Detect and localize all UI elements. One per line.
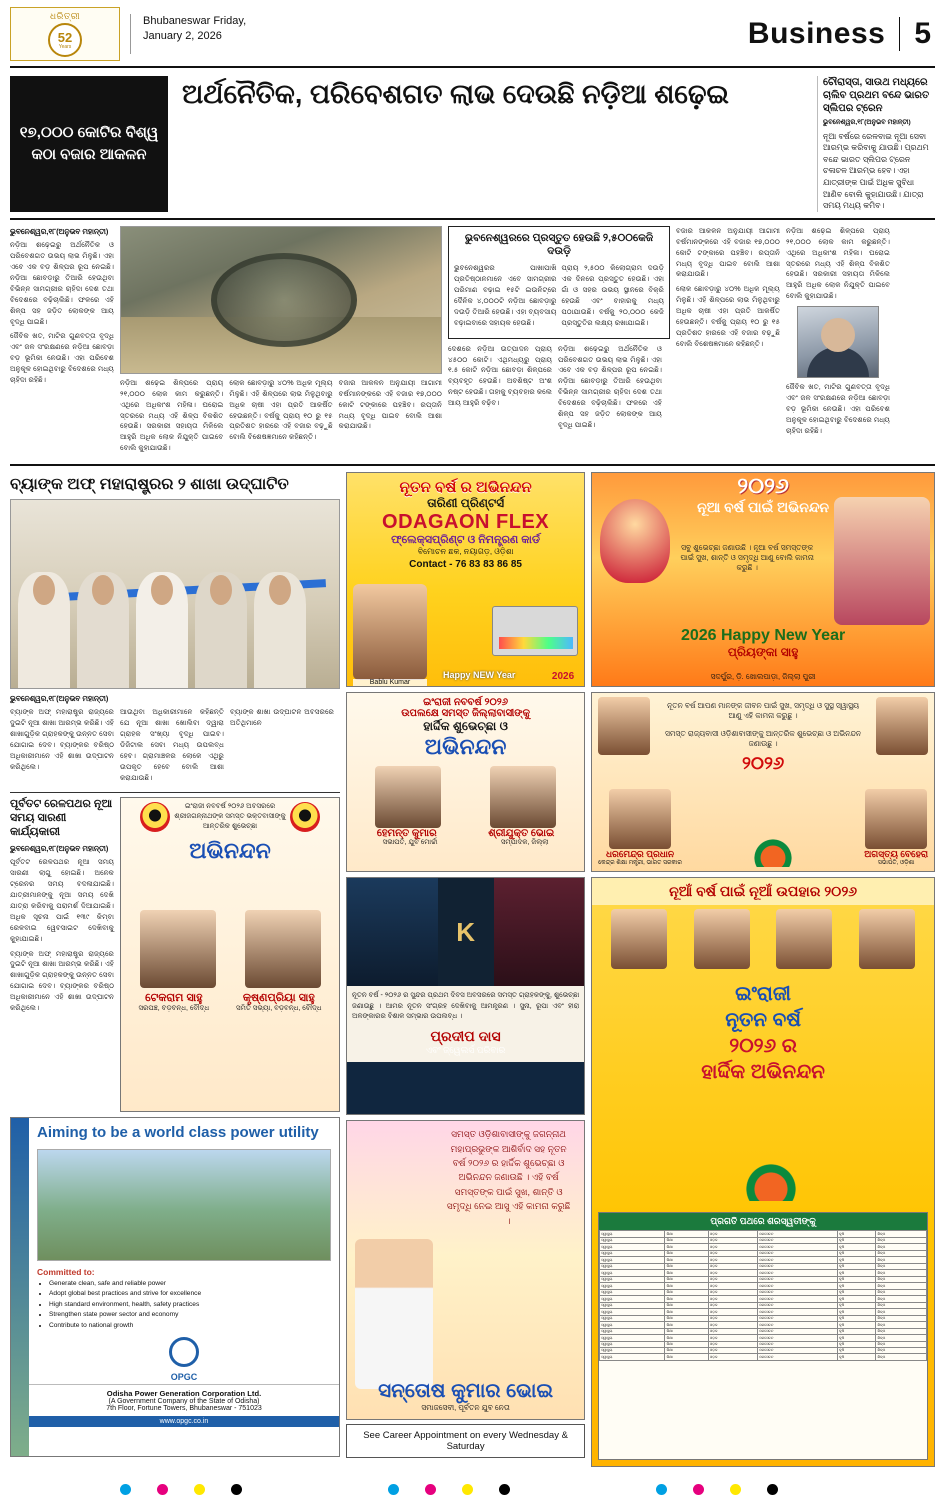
- reg-dot-2: [194, 1484, 205, 1495]
- opgc-point-0: • Generate clean, safe and reliable power: [49, 1279, 331, 1290]
- ad-column-right: [591, 472, 935, 1467]
- opgc-point-4: • Contribute to national growth: [49, 1321, 331, 1332]
- lead-text-4: ବଜାର ଆକଳନ ଅନୁଯାୟୀ ଆଗାମୀ ବର୍ଷମାନଙ୍କରେ ଏହି ବଜାର ୧୭,୦୦୦ କୋଟି ଟଙ୍କାରେ ପହଞ୍ଚିବ। ରପ୍ତାନି ମଧ୍ୟ ବୃଦ୍ଧି ପାଇବ ବୋଲି ଆଶା କରାଯାଉଛି।: [338, 377, 442, 431]
- reg-dot-5: [425, 1484, 436, 1495]
- lead-column-4: [339, 378, 442, 459]
- big-ad-line-3: ୨୦୨୬ ର: [729, 1035, 797, 1058]
- opgc-footer: [29, 1384, 339, 1416]
- bjp-ad-message: ନୂତନ ବର୍ଷ ଆପଣ ମାନଙ୍କ ଜୀବନ ପାଇଁ ସୁଖ, ସମୃଦ୍ଧି ଓ ସୁସ୍ଥ ସ୍ୱାସ୍ଥ୍ୟ ଆଣୁ ଏହି କାମନା କରୁଛୁ ।: [667, 701, 860, 721]
- bjp-signatory-name-2: ଅଗସ୍ତ୍ୟ ବେହେରା: [864, 849, 928, 860]
- lead-text-1b: ଜୈବିକ ଖତ, ମାଟିର ଗୁଣବତ୍ତା ବୃଦ୍ଧି ଏବଂ ଜଳ ସଂରକ୍ଷଣରେ ନଡ଼ିଆ ଛୋବଡ଼ା ବଡ଼ ଭୂମିକା ନେଉଛି। ଏହା ପରିବେଶ ଅନୁକୂଳ ହୋଇଥିବାରୁ ବିଦେଶରେ ମଧ୍ୟ ଚାହିଦା ରହିଛି।: [10, 331, 114, 385]
- two-men-ad-role-1: ସଭାପତି, ଯୁବ ମୋର୍ଚ୍ଚା: [382, 839, 438, 847]
- flex-ad-person-photo: [353, 584, 427, 680]
- ad-jewellery[interactable]: [346, 877, 585, 1115]
- opgc-logo-icon: [169, 1337, 199, 1367]
- official-portrait-photo: [797, 306, 879, 378]
- flex-ad-greeting: ନୂତନ ବର୍ଷ ର ଅଭିନନ୍ଦନ: [399, 479, 532, 497]
- jagannath-icon: [140, 802, 170, 832]
- bjp-signatory-role-1: କେନ୍ଦ୍ର ଶିକ୍ଷା ମନ୍ତ୍ରୀ, ଭାରତ ସରକାର: [598, 860, 682, 867]
- coir-mill-photo: [120, 226, 442, 374]
- opgc-sub-2: 7th Floor, Fortune Towers, Bhubaneswar - 751023: [106, 1405, 262, 1413]
- opgc-plant-photo: [37, 1149, 331, 1261]
- bank-story-text-3: ବ୍ୟାଙ୍କ ଶାଖା ଉଦ୍‌ଘାଟନ ଅବସରରେ ଅତିଥିମାନେ: [230, 707, 334, 728]
- two-men-ad-line-2: ଉପଲକ୍ଷେ ସମସ୍ତ ଜିଲ୍ଲାବାସୀଙ୍କୁ: [401, 708, 530, 720]
- bank-story-caption: [10, 693, 340, 704]
- santosh-ad-message: ସମସ୍ତ ଓଡ଼ିଶାବାସୀଙ୍କୁ ଜଗନ୍ନାଥ ମହାପ୍ରଭୁଙ୍କ ଆଶିର୍ବାଦ ସହ ନୂତନ ବର୍ଷ ୨୦୨୬ ର ହାର୍ଦ୍ଦିକ ଶୁଭେଚ୍ଛା ଓ ଅଭିନନ୍ଦନ ଜଣାଉଛି । ଏହି ବର୍ଷ ସମସ୍ତଙ୍କ ପାଇଁ ସୁଖ, ଶାନ୍ତି ଓ ସମୃଦ୍ଧି ନେଇ ଆସୁ ଏହି କାମନା କରୁଛି ।: [446, 1129, 571, 1226]
- opgc-points-list: [29, 1279, 339, 1336]
- rail-story-body-wrap: [10, 843, 114, 1014]
- flex-ad-contact[interactable]: Contact - 76 83 83 86 85: [409, 559, 522, 571]
- anniversary-label: Years: [58, 43, 72, 50]
- career-appointment-bar[interactable]: See Career Appointment on every Wednesday & Saturday: [346, 1424, 585, 1458]
- ad-jagannath-greeting[interactable]: [120, 797, 340, 1112]
- ad-opgc[interactable]: [10, 1117, 340, 1457]
- lead-column-7-block: [676, 226, 780, 459]
- dateline-line-2: January 2, 2026: [143, 29, 222, 42]
- two-men-ad-name-2: ଶ୍ରୀଯୁକ୍ତ ଭୋଇ: [488, 828, 555, 840]
- jagannath-ad-big-text: ଅଭିନନ୍ଦନ: [189, 837, 271, 863]
- lead-box-block: [448, 226, 670, 459]
- lead-column-8b: [786, 382, 890, 437]
- santosh-photo: [355, 1239, 433, 1389]
- lead-text-5: ଦେଶରେ ନଡ଼ିଆ ଉତ୍ପାଦନ ପ୍ରାୟ ୪୫୦୦ କୋଟି। ଏଥିମଧ୍ୟରୁ ପ୍ରାୟ ୧.୫ କୋଟି ନଡ଼ିଆ ଛୋବଡ଼ା ଶିଳ୍ପରେ ବ୍ୟବହୃତ ହେଉଛି। ଅବଶିଷ୍ଟ ଅଂଶ ନଷ୍ଟ ହେଉଛି। ତାହାକୁ ବ୍ୟବହାର କଲେ ଆୟ ଆହୁରି ବଢ଼ିବ।: [448, 343, 552, 408]
- ad-santosh-bhoi[interactable]: [346, 1120, 585, 1420]
- lead-column-1: [10, 226, 114, 459]
- lead-kicker: ୧୭,୦୦୦ କୋଟିର ବିଶ୍ୱ କଠା ବଜାର ଆକଳନ: [10, 76, 168, 212]
- bank-story-byline: ଭୁବନେଶ୍ୱର,୧୮(ଅନୁଭବ ମହାନ୍ତୀ): [10, 694, 109, 704]
- lead-text-8: ନଡ଼ିଆ ଶଢ଼େଇ ଶିଳ୍ପରେ ପ୍ରାୟ ୨୧,୦୦୦ ଲୋକ କାମ କରୁଛନ୍ତି। ଏଥିରେ ଅଧିକାଂଶ ମହିଳା। ଘରୋଇ ସ୍ତରରେ ମଧ୍ୟ ଏହି ଶିଳ୍ପ ବିକଶିତ ହେଉଛି। ସରକାରୀ ସହାୟତା ମିଳିଲେ ଆହୁରି ଅଧିକ ଲୋକ ନିଯୁକ୍ତି ପାଇବେ ବୋଲି କୁହାଯାଉଛି।: [786, 225, 890, 301]
- flex-ad-services: ଫ୍ଲେକ୍ସପ୍ରିଣ୍ଟ ଓ ନିମନ୍ତ୍ରଣ କାର୍ଡ: [391, 534, 541, 547]
- big-ad-leader-1: [611, 909, 667, 969]
- bank-story-headline: ବ୍ୟାଙ୍କ ଅଫ୍ ମହାରାଷ୍ଟ୍ରର ୨ ଶାଖା ଉଦ୍‌ଘାଟିତ: [10, 476, 289, 494]
- publication-logo: [10, 7, 120, 61]
- page-number: 5: [914, 17, 931, 50]
- lead-inset-text-2: ପ୍ରାୟ ୨,୫୦୦ କିଲୋଗ୍ରାମ ଦଉଡ଼ି ଏକ ଦିନରେ ପ୍ରସ୍ତୁତ ହେଉଛି। ଏହା ଗାଁ ଓ ସହର ଉଭୟ ସ୍ଥାନରେ ବିକ୍ରି ହେଉଛି ଏବଂ ବାହାରକୁ ମଧ୍ୟ ପଠାଯାଉଛି। ବର୍ଷକୁ ୨୦,୦୦୦ କେଜି ପ୍ରସ୍ତୁତିର ଲକ୍ଷ୍ୟ ରଖାଯାଇଛି।: [561, 262, 664, 327]
- big-ad-top-banner: ନୂଆଁ ବର୍ଷ ପାଇଁ ନୂଆଁ ଉପହାର ୨୦୨୬: [592, 878, 934, 905]
- lead-inset-text-1: ଭୁବନେଶ୍ୱରର ପାଖାପାଖି ପ୍ରତିଷ୍ଠାନମାନେ ଏବେ ସାମଗ୍ରୀର ପରିମାଣ ବଢ଼ାଇ ୧୫ଟି ଇଉନିଟ୍‌ରେ ଦୈନିକ ୪,୦୦୦ଟି ନଡ଼ିଆ ଛୋବଡ଼ାରୁ ଦଉଡ଼ି ତିଆରି ହେଉଛି। ଏହା ବ୍ୟବସାୟ ବଢ଼ାଇବାରେ ସହାୟକ ହେଉଛି।: [454, 262, 557, 327]
- lead-text-8b: ଜୈବିକ ଖତ, ମାଟିର ଗୁଣବତ୍ତା ବୃଦ୍ଧି ଏବଂ ଜଳ ସଂରକ୍ଷଣରେ ନଡ଼ିଆ ଛୋବଡ଼ା ବଡ଼ ଭୂମିକା ନେଉଛି। ଏହା ପରିବେଶ ଅନୁକୂଳ ହୋଇଥିବାରୁ ବିଦେଶରେ ମଧ୍ୟ ଚାହିଦା ରହିଛି।: [786, 382, 890, 436]
- lead-text-1: ନଡ଼ିଆ ଶଢ଼େଇରୁ ଅର୍ଥନୈତିକ ଓ ପରିବେଶଗତ ଉଭୟ ଲାଭ ମିଳୁଛି। ଏହା ଏବେ ଏକ ବଡ଼ ଶିଳ୍ପର ରୂପ ନେଇଛି। ନଡ଼ିଆ ଛୋବଡ଼ାରୁ ତିଆରି ହେଉଥିବା ବିଭିନ୍ନ ସାମଗ୍ରୀର ଚାହିଦା ଦେଶ ତଥା ବିଦେଶରେ ବଢ଼ିଚାଲିଛି। ଫଳରେ ଏହି ଶିଳ୍ପ ସହ ଜଡ଼ିତ ଲୋକଙ୍କ ଆୟ ବୃଦ୍ଧି ପାଇଛି।: [10, 239, 114, 326]
- rail-sidebar-body: ନୂଆ ବର୍ଷରେ ରେଳବାଇ ନୂଆ ସେବା ଆରମ୍ଭ କରିବାକୁ ଯାଉଛି। ପ୍ରଥମ ବନ୍ଦେ ଭାରତ ସ୍ଲିପର ଟ୍ରେନ ଚଳାଚଳ ଆରମ୍ଭ ହେବ। ଏହା ଯାତ୍ରୀଙ୍କ ପାଇଁ ଅଧିକ ସୁବିଧା ଆଣିବ ବୋଲି କୁହାଯାଉଛି। ଯାତ୍ରା ସମୟ ମଧ୍ୟ କମିବ।: [823, 131, 929, 211]
- rail-story-sidebar: [817, 76, 935, 212]
- lead-column-8: [786, 226, 890, 303]
- lead-inset-col-2: [562, 263, 665, 333]
- lead-text-6: ନଡ଼ିଆ ଶଢ଼େଇରୁ ଅର୍ଥନୈତିକ ଓ ପରିବେଶଗତ ଉଭୟ ଲାଭ ମିଳୁଛି। ଏହା ଏବେ ଏକ ବଡ଼ ଶିଳ୍ପର ରୂପ ନେଇଛି। ନଡ଼ିଆ ଛୋବଡ଼ାରୁ ତିଆରି ହେଉଥିବା ବିଭିନ୍ନ ସାମଗ୍ରୀର ଚାହିଦା ଦେଶ ତଥା ବିଦେଶରେ ବଢ଼ିଚାଲିଛି। ଫଳରେ ଏହି ଶିଳ୍ପ ସହ ଜଡ଼ିତ ଲୋକଙ୍କ ଆୟ ବୃଦ୍ଧି ପାଇଛି।: [558, 343, 662, 430]
- dateline: [130, 14, 246, 54]
- photo-person-3: [136, 572, 188, 689]
- bjp-leader-photo-1: [598, 697, 650, 755]
- anniversary-badge: [48, 23, 82, 57]
- opgc-logo-text: OPGC: [170, 1372, 198, 1383]
- lead-column-2: [120, 378, 223, 459]
- lead-headline-band: [10, 76, 935, 212]
- print-registration-bar: [0, 1481, 945, 1497]
- flex-ad-subtitle: ତାରିଣୀ ପ୍ରିଣ୍ଟର୍ସ: [427, 496, 505, 511]
- lead-text-2: ନଡ଼ିଆ ଶଢ଼େଇ ଶିଳ୍ପରେ ପ୍ରାୟ ୨୧,୦୦୦ ଲୋକ କାମ କରୁଛନ୍ତି। ଏଥିରେ ଅଧିକାଂଶ ମହିଳା। ଘରୋଇ ସ୍ତରରେ ମଧ୍ୟ ଏହି ଶିଳ୍ପ ବିକଶିତ ହେଉଛି। ସରକାରୀ ସହାୟତା ମିଳିଲେ ଆହୁରି ଅଧିକ ଲୋକ ନିଯୁକ୍ତି ପାଇବେ ବୋଲି କୁହାଯାଉଛି।: [120, 377, 224, 453]
- photo-person-4: [195, 572, 247, 689]
- reg-dot-3: [231, 1484, 242, 1495]
- bjp-ad-message-2: ସମସ୍ତ ରାଜ୍ୟବାସୀ ଓଡ଼ିଶାବାସୀଙ୍କୁ ଆନ୍ତରିକ ଶୁଭେଚ୍ଛା ଓ ଅଭିନନ୍ଦନ ଜଣାଉଛୁ ।: [665, 729, 862, 749]
- masthead-right: [748, 17, 935, 51]
- durga-idol-graphic: [600, 499, 670, 583]
- two-men-ad-big: ଅଭିନନ୍ଦନ: [424, 734, 507, 760]
- rail-sidebar-headline: ଚୌରାସ୍ତା, ସାଉଥ ମଧ୍ୟରେ ଚାଲିବ ପ୍ରଥମ ବନ୍ଦେ ଭାରତ ସ୍ଲିପର ଟ୍ରେନ: [823, 77, 930, 114]
- section-rule-2: [10, 464, 935, 466]
- durga-ad-year: ୨୦୨୬: [737, 473, 789, 499]
- lead-photo-block: [120, 226, 442, 459]
- rail-story-body-2: ବ୍ୟାଙ୍କ ଅଫ୍ ମହାରାଷ୍ଟ୍ର ରାଜ୍ୟରେ ଦୁଇଟି ନୂଆ ଶାଖା ଆରମ୍ଭ କରିଛି। ଏହି ଶାଖାଗୁଡ଼ିକ ଗ୍ରାହକଙ୍କୁ ଉନ୍ନତ ସେବା ଯୋଗାଇ ଦେବ। ବ୍ୟାଙ୍କର ବରିଷ୍ଠ ଅଧିକାରୀମାନେ ଏହି ଶାଖା ଉଦ୍‌ଘାଟନ କରିଥିଲେ।: [10, 948, 114, 1013]
- opgc-sub-1: (A Government Company of the State of Odisha): [108, 1398, 260, 1406]
- rail-story-block: [10, 797, 114, 1112]
- opgc-side-stripe: [11, 1118, 29, 1456]
- lead-column-7: [676, 226, 780, 350]
- big-ad-line-2: ନୂତନ ବର୍ଷ: [725, 1009, 801, 1032]
- big-ad-leader-4: [859, 909, 915, 969]
- masthead-divider: [899, 17, 900, 51]
- lead-headline: ଅର୍ଥନୈତିକ, ପରିବେଶଗତ ଲାଭ ଦେଉଛି ନଡ଼ିଆ ଶଢ଼େଇ: [182, 79, 729, 109]
- bjp-ad-year: ୨୦୨୬: [741, 753, 785, 774]
- photo-person-1: [18, 572, 70, 689]
- opgc-point-1: • Adopt global best practices and strive for excellence: [49, 1289, 331, 1300]
- lead-text-3: ଲୋକ ଛୋବଡ଼ାରୁ ୪୦% ଅଧିକ ମୂଲ୍ୟ ମିଳୁଛି। ଏହି ଶିଳ୍ପରେ ଲାଭ ମିଳୁଥିବାରୁ ଅଧିକ ଚାଷୀ ଏହା ପ୍ରତି ଆକର୍ଷିତ ହେଉଛନ୍ତି। ବର୍ଷକୁ ପ୍ରାୟ ୧୦ ରୁ ୧୫ ପ୍ରତିଶତ ହାରରେ ଏହି ବଜାର ବଢ଼ୁଛି ବୋଲି ବିଶେଷଜ୍ଞମାନେ କହିଛନ୍ତି।: [229, 377, 333, 442]
- santosh-ad-name: ସନ୍ତୋଷ କୁମାର ଭୋଇ: [378, 1380, 554, 1403]
- reg-dot-9: [693, 1484, 704, 1495]
- durga-ad-happy-new-year: 2026 Happy New Year: [680, 627, 846, 645]
- jagannath-ad-role-1: ସରପଞ୍ଚ, ବଡ଼ବନ୍ଧ, ବୌଦ୍ଧ: [138, 1004, 210, 1012]
- bank-story-text-2: ଆଉଥିବା ଅଧିକାରୀମାନେ କହିଛନ୍ତି ଯେ ନୂଆ ଶାଖା ଖୋଲିବା ଦ୍ୱାରା ଗ୍ରାହକ ସଂଖ୍ୟା ବୃଦ୍ଧି ପାଇବ। ଡିଜିଟାଲ ସେବା ମଧ୍ୟ ଉପଲବ୍ଧ ହେବ। ଗ୍ରାମାଞ୍ଚଳର ଲୋକେ ଏଥିରୁ ଉପକୃତ ହେବେ ବୋଲି ଆଶା କରାଯାଉଛି।: [120, 707, 224, 782]
- durga-ad-title: ନୂଆ ବର୍ଷ ପାଇଁ ଅଭିନନ୍ଦନ: [697, 499, 830, 516]
- jagannath-ad-role-2: ସମିତି ସଭ୍ୟା, ବଡ଼ବନ୍ଧ, ବୌଦ୍ଧ: [236, 1004, 322, 1012]
- opgc-website[interactable]: www.opgc.co.in: [29, 1416, 339, 1427]
- mid-section: [10, 472, 935, 1467]
- rail-story-headline: ପୂର୍ବତଟ ରେଳପଥର ନୂଆ ସମୟ ସାରଣୀ କାର୍ଯ୍ୟକାରୀ: [10, 797, 113, 839]
- bank-story-col-3: [230, 707, 334, 788]
- ad-two-leaders[interactable]: [346, 692, 585, 872]
- bank-rail-divider: [10, 792, 340, 793]
- jagannath-ad-name-1: ଟେକରାମ ସାହୁ: [145, 991, 203, 1004]
- anniversary-number: 52: [57, 29, 73, 45]
- registration-dots: [120, 1484, 778, 1495]
- two-men-ad-photo-1: [375, 766, 441, 828]
- bjp-signatory-role-2: ସଭାପତି, ଓଡ଼ିଶା: [877, 860, 915, 867]
- bank-story-block: [10, 472, 340, 1467]
- reg-dot-0: [120, 1484, 131, 1495]
- lead-inset-headline: ଭୁବନେଶ୍ୱରରେ ପ୍ରସ୍ତୁତ ହେଉଛି ୨,୫୦୦କେଜି ଦଉଡ଼ି: [464, 231, 654, 258]
- jewellery-ad-signature: ପ୍ରଦୀପ ଦାସ: [430, 1027, 501, 1044]
- opgc-point-3: • Strengthen state power sector and economy: [49, 1310, 331, 1321]
- lead-column-5: [448, 344, 552, 436]
- big-ad-achievements-table: [598, 1212, 928, 1460]
- ad-odagaon-flex[interactable]: [346, 472, 585, 687]
- achievements-table: ସ୍ୱାସ୍ଥ୍ୟ ଶିକ୍ଷା ସଡ଼କ ଜଳସେଚନ କୃଷି ଶିଳ୍ପ ସ୍ୱାସ୍ଥ୍ୟ ଶିକ୍ଷା ସଡ଼କ ଜଳସେଚନ କୃଷି ଶିଳ୍ପ ସ୍ୱାସ୍ଥ୍ୟ ଶିକ୍ଷା ସଡ଼କ ଜଳସେଚନ କୃଷି ଶିଳ୍ପ ସ୍ୱାସ୍ଥ୍ୟ ଶିକ୍ଷା ସଡ଼କ ଜଳସେଚନ କୃଷି ଶିଳ୍ପ ସ୍ୱାସ୍ଥ୍ୟ ଶିକ୍ଷା ସଡ଼କ ଜଳସେଚନ କୃଷି ଶିଳ୍ପ ସ୍ୱାସ୍ଥ୍ୟ ଶିକ୍ଷା ସଡ଼କ ଜଳସେଚନ କୃଷି ଶିଳ୍ପ ସ୍ୱାସ୍ଥ୍ୟ ଶିକ୍ଷା ସଡ଼କ ଜଳସେଚନ କୃଷି ଶିଳ୍ପ ସ୍ୱାସ୍ଥ୍ୟ ଶିକ୍ଷା ସଡ଼କ ଜଳସେଚନ କୃଷି ଶିଳ୍ପ ସ୍ୱାସ୍ଥ୍ୟ ଶିକ୍ଷା ସଡ଼କ ଜଳସେଚନ କୃଷି ଶିଳ୍ପ ସ୍ୱାସ୍ଥ୍ୟ ଶିକ୍ଷା ସଡ଼କ ଜଳସେଚନ କୃଷି ଶିଳ୍ପ ସ୍ୱାସ୍ଥ୍ୟ ଶିକ୍ଷା ସଡ଼କ ଜଳସେଚନ କୃଷି ଶିଳ୍ପ ସ୍ୱାସ୍ଥ୍ୟ ଶିକ୍ଷା ସଡ଼କ ଜଳସେଚନ କୃଷି ଶିଳ୍ପ ସ୍ୱାସ୍ଥ୍ୟ ଶିକ୍ଷା ସଡ଼କ ଜଳସେଚନ କୃଷି ଶିଳ୍ପ ସ୍ୱାସ୍ଥ୍ୟ ଶିକ୍ଷା ସଡ଼କ ଜଳସେଚନ କୃଷି ଶିଳ୍ପ ସ୍ୱାସ୍ଥ୍ୟ ଶିକ୍ଷା ସଡ଼କ ଜଳସେଚନ କୃଷି ଶିଳ୍ପ ସ୍ୱାସ୍ଥ୍ୟ ଶିକ୍ଷା ସଡ଼କ ଜଳସେଚନ କୃଷି ଶିଳ୍ପ ସ୍ୱାସ୍ଥ୍ୟ ଶିକ୍ଷା ସଡ଼କ ଜଳସେଚନ କୃଷି ଶିଳ୍ପ ସ୍ୱାସ୍ଥ୍ୟ ଶିକ୍ଷା ସଡ଼କ ଜଳସେଚନ କୃଷି ଶିଳ୍ପ ସ୍ୱାସ୍ଥ୍ୟ ଶିକ୍ଷା ସଡ଼କ ଜଳସେଚନ କୃଷି ଶିଳ୍ପ ସ୍ୱାସ୍ଥ୍ୟ ଶିକ୍ଷା ସଡ଼କ ଜଳସେଚନ କୃଷି ଶିଳ୍ପ: [599, 1230, 927, 1361]
- jagannath-ad-photo-2: [245, 910, 321, 988]
- big-ad-line-4: ହାର୍ଦ୍ଦିକ ଅଭିନନ୍ଦନ: [701, 1061, 825, 1084]
- durga-ad-person-photo: [834, 497, 930, 625]
- lead-byline: ଭୁବନେଶ୍ୱର,୧୮(ଅନୁଭବ ମହାନ୍ତୀ): [10, 226, 109, 236]
- flex-ad-year: 2026: [551, 671, 575, 683]
- lotus-icon: [751, 837, 795, 867]
- reg-dot-8: [656, 1484, 667, 1495]
- big-ad-line-1: ଇଂରାଜୀ: [735, 983, 792, 1006]
- lead-inset-col-1: [454, 263, 557, 333]
- big-ad-lotus-icon: [742, 1161, 800, 1201]
- ad-column-middle: [346, 472, 585, 1467]
- jagannath-ad-line-1: ଇଂରାଜୀ ନବବର୍ଷ ୨୦୨୬ ଅବସରରେ: [184, 803, 276, 811]
- bank-story-text-1: ବ୍ୟାଙ୍କ ଅଫ୍ ମହାରାଷ୍ଟ୍ର ରାଜ୍ୟରେ ଦୁଇଟି ନୂଆ ଶାଖା ଆରମ୍ଭ କରିଛି। ଏହି ଶାଖାଗୁଡ଼ିକ ଗ୍ରାହକଙ୍କୁ ଉନ୍ନତ ସେବା ଯୋଗାଇ ଦେବ। ବ୍ୟାଙ୍କର ବରିଷ୍ଠ ଅଧିକାରୀମାନେ ଏହି ଶାଖା ଉଦ୍‌ଘାଟନ କରିଥିଲେ।: [10, 707, 114, 771]
- jagannath-icon-2: [290, 802, 320, 832]
- opgc-point-2: • High standard environment, health, safety practices: [49, 1300, 331, 1311]
- flex-ad-address: ବିମୋଚନ ଛକ, ନୟାଗଡ଼, ଓଡ଼ିଶା: [417, 547, 514, 557]
- two-men-ad-line-1: ଇଂରାଜୀ ନବବର୍ଷ ୨୦୨୬: [423, 697, 509, 709]
- rail-story-byline: ଭୁବନେଶ୍ୱର,୧୮(ଅନୁଭବ ମହାନ୍ତୀ): [10, 843, 109, 853]
- opgc-headline: Aiming to be a world class power utility: [37, 1123, 319, 1141]
- photo-person-2: [77, 572, 129, 689]
- two-men-ad-role-2: ସମ୍ପାଦକ, ଜିଲ୍ଲା: [500, 839, 549, 847]
- flex-ad-brand: ODAGAON FLEX: [382, 511, 550, 534]
- jagannath-ad-line-3: ଆନ୍ତରିକ ଶୁଭେଚ୍ଛା: [202, 822, 258, 830]
- jagannath-ad-line-2: ଶ୍ରୀଜଗନ୍ନାଥଙ୍କ ସମସ୍ତ ଭକ୍ତବାସୀଙ୍କୁ: [174, 812, 286, 820]
- ad-big-new-year[interactable]: [591, 877, 935, 1467]
- bank-inauguration-photo: [10, 499, 340, 689]
- reg-dot-6: [462, 1484, 473, 1495]
- rail-story-body: ପୂର୍ବତଟ ରେଳପଥର ନୂଆ ସମୟ ସାରଣୀ ଲାଗୁ ହୋଇଛି। ଅନେକ ଟ୍ରେନର ସମୟ ବଦଳାଯାଇଛି। ଯାତ୍ରୀମାନଙ୍କୁ ନୂଆ ସମୟ ଦେଖି ଯାତ୍ରା କରିବାକୁ ପରାମର୍ଶ ଦିଆଯାଇଛି। ଅଧିକ ସୂଚନା ପାଇଁ ୧୩୯ କିମ୍ବା ରେଳବାଇ ୱେବସାଇଟ ଦେଖିବାକୁ କୁହାଯାଇଛି।: [10, 857, 114, 943]
- reg-dot-1: [157, 1484, 168, 1495]
- lead-inset-box: [448, 226, 670, 339]
- opgc-committed-label: Committed to:: [37, 1266, 95, 1277]
- printer-illustration: [492, 606, 578, 656]
- big-ad-leader-2: [694, 909, 750, 969]
- reg-dot-11: [767, 1484, 778, 1495]
- photo-person-5: [254, 572, 306, 689]
- opgc-company-name: Odisha Power Generation Corporation Ltd.: [106, 1389, 262, 1399]
- jagannath-ad-name-2: କୃଷ୍ଣପ୍ରିୟା ସାହୁ: [242, 991, 315, 1004]
- durga-ad-place: ସଦର୍ପୁର, ଡ଼ି. ଖୋଲପାଡ଼ା, ଜିଲ୍ଲା ପୁରୀ: [710, 672, 816, 682]
- lead-text-7: ବଜାର ଆକଳନ ଅନୁଯାୟୀ ଆଗାମୀ ବର୍ଷମାନଙ୍କରେ ଏହି ବଜାର ୧୭,୦୦୦ କୋଟି ଟଙ୍କାରେ ପହଞ୍ଚିବ। ରପ୍ତାନି ମଧ୍ୟ ବୃଦ୍ଧି ପାଇବ ବୋଲି ଆଶା କରାଯାଉଛି।: [676, 225, 780, 279]
- top-story-grid: [10, 226, 935, 459]
- bjp-signatory-photo-1: [609, 789, 671, 849]
- two-men-ad-photo-2: [490, 766, 556, 828]
- jewellery-ad-signature-2: ଏବଂ ଜ୍ୱେଲର୍ସ ପରିବାର: [425, 1044, 506, 1055]
- logo-brand-text: ଧରିତ୍ରୀ: [49, 11, 81, 21]
- ad-bjp-leaders[interactable]: [591, 692, 935, 872]
- achievements-table-title: ପ୍ରଗତି ପଥରେ ଶରସ୍ୱତୀଙ୍କୁ: [599, 1213, 927, 1230]
- reg-dot-4: [388, 1484, 399, 1495]
- jewellery-brand-mark: K: [456, 916, 475, 947]
- dateline-line-1: Bhubaneswar Friday,: [143, 15, 247, 27]
- section-title: Business: [747, 17, 886, 50]
- bjp-leader-photo-2: [876, 697, 928, 755]
- durga-ad-name: ପ୍ରିୟଙ୍କା ସାହୁ: [727, 645, 799, 660]
- lead-column-6: [558, 344, 662, 436]
- rail-sidebar-byline: ଭୁବନେଶ୍ୱର,୧୮(ଅନୁଭବ ମହାନ୍ତୀ): [823, 119, 911, 126]
- jewellery-ad-body: ନୂତନ ବର୍ଷ - ୨୦୨୬ ର ସୁନ୍ଦର ପ୍ରଥମ ଦିବସ ଅବସରରେ ସମସ୍ତ ଗ୍ରାହକଙ୍କୁ, ଶୁଭେଚ୍ଛା ଜଣାଉଛୁ । ଆମର ନୂତନ ସଂଗ୍ରହ ଦେଖିବାକୁ ଆମନ୍ତ୍ରଣ । ସୁନା, ରୂପା ଏବଂ ହୀରା ଅଳଙ୍କାରର ବିଶାଳ ସମ୍ଭାର ଉପଲବ୍ଧ ।: [347, 986, 584, 1028]
- bjp-signatory-photo-2: [865, 789, 927, 849]
- reg-dot-10: [730, 1484, 741, 1495]
- two-men-ad-line-3: ହାର୍ଦ୍ଦିକ ଶୁଭେଚ୍ଛା ଓ: [423, 719, 508, 734]
- big-ad-leader-3: [776, 909, 832, 969]
- lead-column-3: [229, 378, 332, 459]
- santosh-ad-role: ସମାଜସେବୀ, ପୂର୍ବତନ ଯୁବ ନେତା: [421, 1403, 510, 1413]
- bjp-signatory-name-1: ଧରମେନ୍ଦ୍ର ପ୍ରଧାନ: [605, 849, 675, 860]
- flex-ad-corner-text: Happy NEW Year: [443, 670, 516, 681]
- reg-dot-7: [499, 1484, 510, 1495]
- bank-story-col-1: [10, 707, 114, 788]
- flex-ad-person-name: Bablu Kumar: [353, 679, 427, 686]
- two-men-ad-name-1: ହେମନ୍ତ କୁମାର: [376, 828, 437, 840]
- jagannath-ad-photo-1: [140, 910, 216, 988]
- lead-column-8-block: [786, 226, 890, 459]
- masthead: [10, 6, 935, 68]
- ad-priyanka-sahu[interactable]: [591, 472, 935, 687]
- bank-story-col-2: [120, 707, 224, 788]
- durga-ad-message: ସବୁ ଶୁଭେଚ୍ଛା ଜଣାଉଛି । ନୂଆ ବର୍ଷ ସମସ୍ତଙ୍କ ପାଇଁ ସୁଖ, ଶାନ୍ତି ଓ ସମୃଦ୍ଧି ଆଣୁ ବୋଲି କାମନା କରୁଛି ।: [680, 543, 814, 573]
- lead-rule: [10, 218, 935, 220]
- lead-text-7b: ଲୋକ ଛୋବଡ଼ାରୁ ୪୦% ଅଧିକ ମୂଲ୍ୟ ମିଳୁଛି। ଏହି ଶିଳ୍ପରେ ଲାଭ ମିଳୁଥିବାରୁ ଅଧିକ ଚାଷୀ ଏହା ପ୍ରତି ଆକର୍ଷିତ ହେଉଛନ୍ତି। ବର୍ଷକୁ ପ୍ରାୟ ୧୦ ରୁ ୧୫ ପ୍ରତିଶତ ହାରରେ ଏହି ବଜାର ବଢ଼ୁଛି ବୋଲି ବିଶେଷଜ୍ଞମାନେ କହିଛନ୍ତି।: [676, 284, 780, 349]
